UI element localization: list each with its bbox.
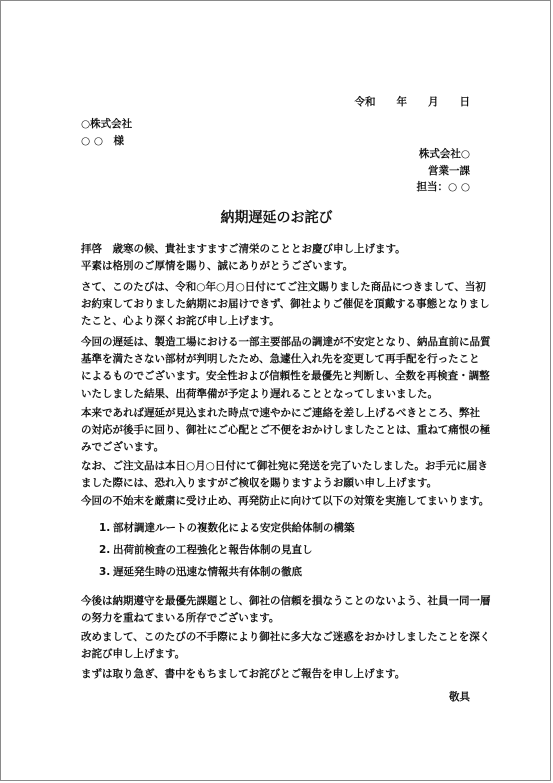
sender-person: 担当：○ ○	[416, 181, 470, 193]
paragraph-line: 今回の不始末を厳粛に受け止め、再発防止に向けて以下の対策を実施してまいります。	[81, 495, 490, 507]
list-item	[99, 565, 302, 579]
paragraph-line: の努力を重ねてまいる所存でございます。	[81, 612, 280, 625]
paragraph-line: さて、このたびは、令和○年○月○日付にてご注文賜りました商品につきまして、当初	[81, 281, 486, 293]
recipient-company: ○株式会社	[81, 118, 133, 130]
paragraph-line: 本来であれば遅延が見込まれた時点で速やかにご連絡を差し上げるべきところ、弊社	[81, 407, 480, 419]
paragraph-line: の対応が後手に回り、御社にご心配とご不便をおかけしましたことは、重ねて痛恨の極	[81, 424, 491, 437]
paragraph-line: お詫び申し上げます。	[81, 648, 186, 661]
list-item-number: 2.	[99, 544, 111, 556]
sender-company: 株式会社○	[418, 148, 470, 160]
list-item-text: 遅延発生時の迅速な情報共有体制の徹底	[113, 566, 302, 578]
list-item	[99, 543, 313, 557]
paragraph-line: 拝啓 歳寒の候、貴社ますますご清栄のこととお慶び申し上げます。	[81, 243, 406, 255]
paragraph-line: 今後は納期遵守を最優先課題とし、御社の信頼を損なうことのないよう、社員一同一層	[81, 595, 491, 607]
list-item-text: 部材調達ルートの複数化による安定供給体制の構築	[113, 522, 355, 534]
recipient-name: ○ ○ 様	[81, 135, 124, 147]
list-item-number: 3.	[99, 566, 111, 578]
paragraph-line: みでございます。	[81, 441, 165, 454]
paragraph-measures-intro	[81, 493, 490, 510]
paragraph-line: ました際には、恐れ入りますがご検収を賜りますようお願い申し上げます。	[81, 477, 438, 490]
paragraph-line: 改めまして、このたびの不手際により御社に多大なご迷惑をおかけしましたことを深く	[81, 631, 491, 643]
paragraph-cause	[81, 334, 491, 403]
paragraph-line: たこと、心より深くお詫び申し上げます。	[81, 315, 280, 328]
sender-dept: 営業一課	[428, 165, 470, 177]
letter-title: 納期遅延のお詫び	[220, 210, 333, 226]
list-item	[99, 521, 355, 535]
paragraph-apology	[81, 279, 490, 331]
signoff: 敬具	[449, 691, 470, 703]
list-item-text: 出荷前検査の工程強化と報告体制の見直し	[113, 544, 313, 556]
paragraph-shipment	[81, 458, 488, 492]
paragraph-line: によるものでございます。安全性および信頼性を最優先と判断し、全数を再検査・調整	[81, 370, 490, 383]
paragraph-line: お約束しておりました納期にお届けできず、御社よりご催促を頂戴する事態となりまし	[81, 298, 490, 311]
paragraph-line: 今回の遅延は、製造工場における一部主要部品の調達が不安定となり、納品直前に品質	[81, 336, 491, 348]
paragraph-commitment	[81, 593, 491, 627]
paragraph-response	[81, 405, 491, 457]
paragraph-line: なお、ご注文品は本日○月○日付にて御社宛に発送を完了いたしました。お手元に届き	[81, 460, 488, 472]
paragraph-closing	[81, 666, 477, 683]
paragraph-line: 基準を満たさない部材が判明したため、急遽仕入れ先を変更して再手配を行ったこと	[81, 353, 480, 366]
list-item-number: 1.	[99, 522, 111, 534]
paragraph-greeting	[81, 241, 477, 275]
date-line: 令和 年 月 日	[354, 96, 470, 108]
paragraph-line: いたしました結果、出荷準備が予定より遅れることとなってしまいました。	[81, 387, 438, 400]
paragraph-reapology	[81, 629, 491, 663]
paragraph-line: まずは取り急ぎ、書中をもちましてお詫びとご報告を申し上げます。	[81, 668, 406, 680]
paragraph-line: 平素は格別のご厚情を賜り、誠にありがとうございます。	[81, 260, 354, 273]
